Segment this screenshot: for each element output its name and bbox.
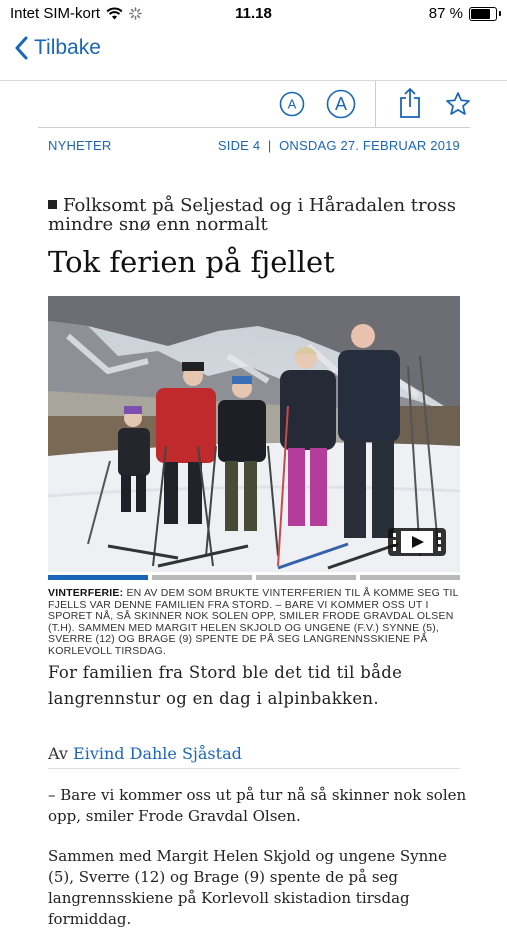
byline-rule bbox=[48, 768, 460, 769]
gallery-segment bbox=[256, 575, 356, 580]
share-icon[interactable] bbox=[398, 87, 422, 119]
kicker-bullet bbox=[48, 200, 57, 209]
chevron-left-icon bbox=[14, 36, 28, 60]
battery-icon bbox=[469, 7, 497, 21]
carrier-label: Intet SIM-kort bbox=[10, 5, 101, 22]
toolbar-rule bbox=[38, 127, 470, 128]
article-toolbar bbox=[0, 81, 507, 127]
gallery-segment bbox=[360, 575, 460, 580]
text-smaller-icon[interactable] bbox=[279, 91, 305, 117]
text-larger-icon[interactable] bbox=[326, 89, 356, 119]
author-link[interactable]: Eivind Dahle Sjåstad bbox=[73, 744, 242, 763]
video-play-icon[interactable] bbox=[388, 528, 446, 556]
svg-text:A: A bbox=[334, 94, 348, 114]
page-date: SIDE 4 | ONSDAG 27. FEBRUAR 2019 bbox=[217, 138, 460, 153]
svg-text:A: A bbox=[287, 96, 297, 112]
status-right bbox=[429, 5, 497, 22]
section-label[interactable]: NYHETER bbox=[48, 138, 112, 153]
gallery-segment bbox=[152, 575, 252, 580]
star-icon[interactable] bbox=[445, 91, 471, 117]
clock: 11.18 bbox=[235, 5, 272, 22]
back-label: Tilbake bbox=[34, 36, 101, 59]
article-lede: For familien fra Stord ble det tid til både langrennstur og en dag i alpinbakken. bbox=[48, 663, 403, 708]
kicker-text: Folksomt på Seljestad og i Håradalen tross mindre snø enn normalt bbox=[48, 195, 456, 235]
photo-caption bbox=[48, 588, 460, 657]
body-paragraph: Sammen med Margit Helen Skjold og ungene Synne (5), Sverre (12) og Brage (9) spente de på seg langrennsskiene på Korlevoll skistadion tirsdag formiddag. bbox=[48, 847, 447, 928]
gallery-segment bbox=[48, 575, 148, 580]
navigation-bar bbox=[0, 28, 507, 80]
byline-prefix: Av bbox=[48, 744, 74, 763]
article-photo[interactable] bbox=[48, 296, 460, 572]
article-headline: Tok ferien på fjellet bbox=[48, 245, 335, 279]
battery-percent: 87 % bbox=[428, 5, 463, 22]
caption-text: EN AV DEM SOM BRUKTE VINTERFERIEN TIL Å KOMME SEG TIL FJELLS VAR DENNE FAMILIEN FRA STORD. – BARE VI KOMMER OSS UT I SPORET NÅ, SÅ SKINNER NOK SOLEN OPP, SMILER FRODE GRAVDAL OLSEN (T.H). SAMMEN MED MARGIT HELEN SKJOLD OG UNGENE (F.V.) SYNNE (5), SVERRE (12) OG BRAGE (9) SPENTE DE PÅ SEG LANGRENNSSKIENE PÅ KORLEVOLL TIRSDAG. bbox=[48, 587, 459, 657]
toolbar-divider bbox=[375, 81, 376, 127]
body-paragraph: – Bare vi kommer oss ut på tur nå så skinner nok solen opp, smiler Frode Gravdal Olsen. bbox=[48, 786, 467, 825]
gallery-indicator bbox=[48, 575, 460, 580]
back-button[interactable] bbox=[14, 36, 101, 60]
status-bar bbox=[0, 0, 507, 28]
article-meta bbox=[48, 138, 460, 153]
article-kicker bbox=[48, 196, 468, 234]
article-byline bbox=[48, 744, 460, 763]
caption-label: VINTERFERIE: bbox=[48, 587, 124, 599]
